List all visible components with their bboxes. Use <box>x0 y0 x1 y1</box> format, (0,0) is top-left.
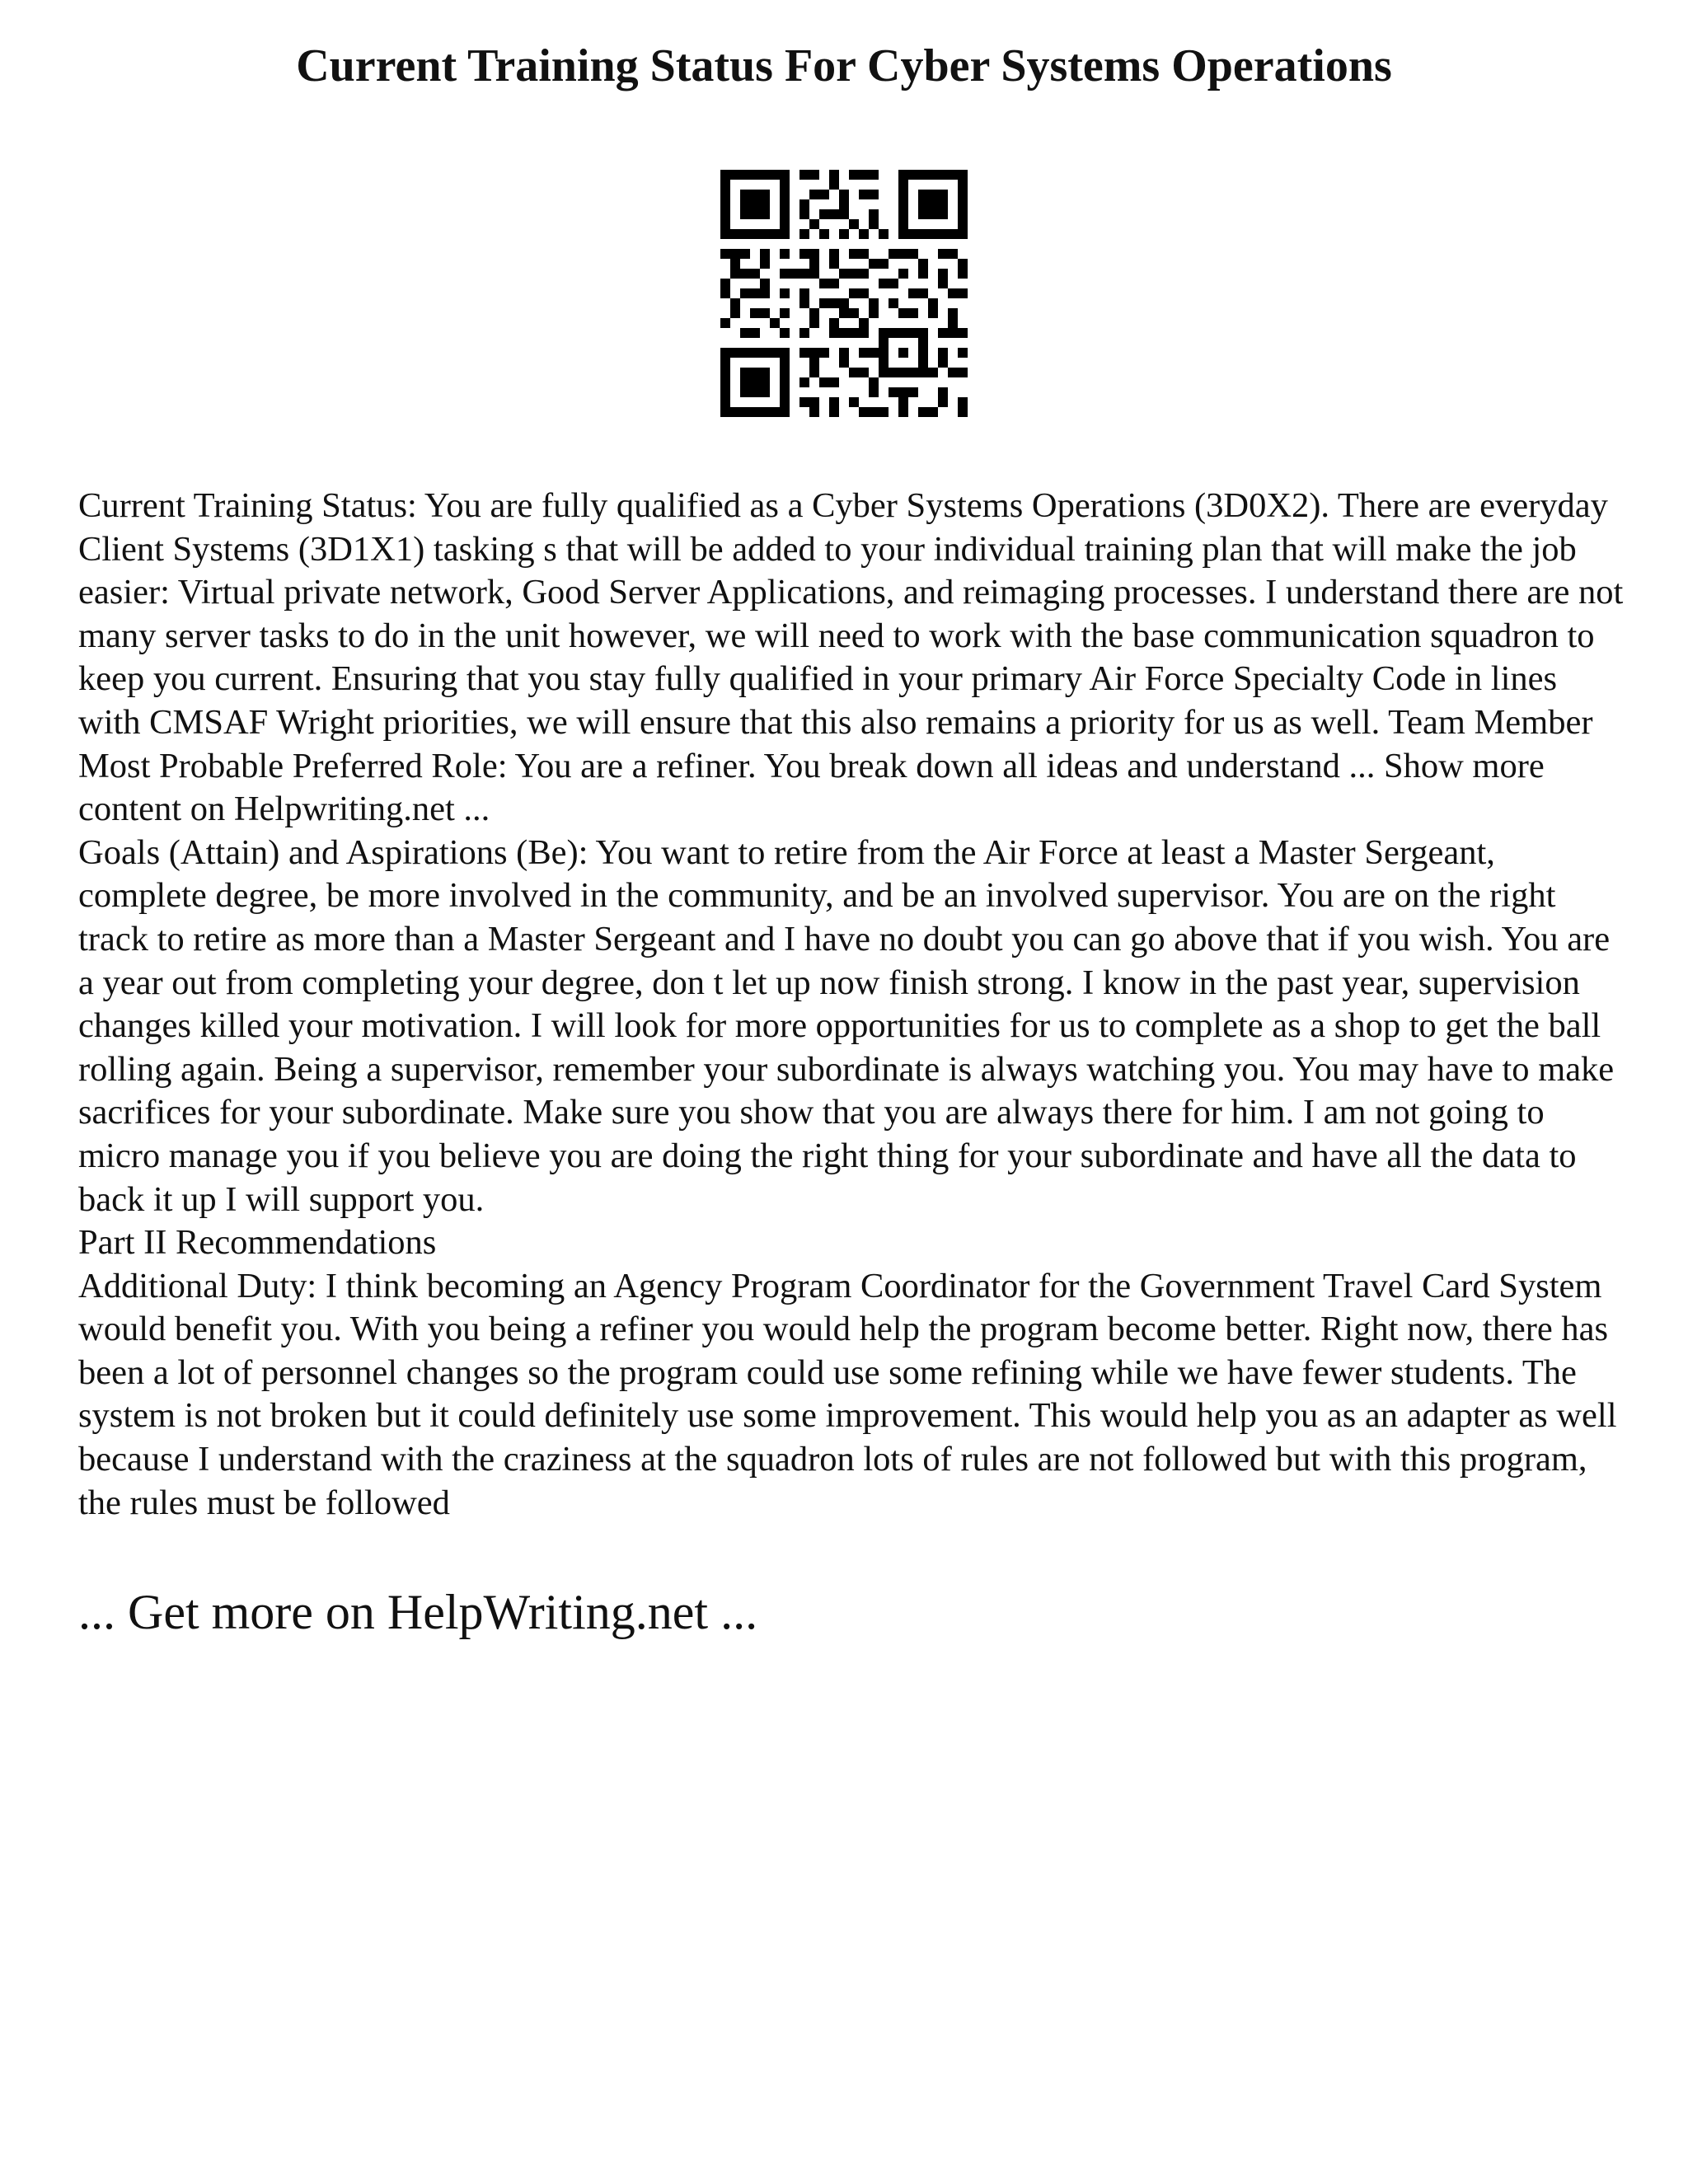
section-heading-recommendations: Part II Recommendations <box>78 1223 437 1263</box>
page-title: Current Training Status For Cyber Systems Operations <box>296 40 1392 91</box>
get-more-link[interactable]: ... Get more on HelpWriting.net ... <box>78 1585 758 1639</box>
paragraph-goals-aspirations: Goals (Attain) and Aspirations (Be): You want to retire from the Air Force at least a Master Sergeant, complete degree, be more involved in the community, and be an involved supervisor. You are on the right track to retire as more than a Master Sergeant and I have no doubt you can go above that if you wish. You are a year out from completing your degree, don t let up now finish strong. I know in the past year, supervision changes killed your motivation. I will look for more opportunities for us to complete as a shop to get the ball rolling again. Being a supervisor, remember your subordinate is always watching you. You may have to make sacrifices for your subordinate. Make sure you show that you are always there for him. I am not going to micro manage you if you believe you are doing the right thing for your subordinate and have all the data to back it up I will support you. <box>78 832 1615 1219</box>
qr-code-icon <box>720 170 968 417</box>
paragraph-additional-duty: Additional Duty: I think becoming an Agency Program Coordinator for the Government Travel Card System would benefit you. With you being a refiner you would help the program become better. Right now, there has been a lot of personnel changes so the program could use some refining while we have fewer students. The system is not broken but it could definitely use some improvement. This would help you as an adapter as well because I understand with the craziness at the squadron lots of rules are not followed but with this program, the rules must be followed <box>78 1266 1617 1522</box>
document-body <box>78 485 1628 1525</box>
paragraph-training-status: Current Training Status: You are fully qualified as a Cyber Systems Operations (3D0X2). There are everyday Client Systems (3D1X1) tasking s that will be added to your individual training plan that will make the job easier: Virtual private network, Good Server Applications, and reimaging processes. I understand there are not many server tasks to do in the unit however, we will need to work with the base communication squadron to keep you current. Ensuring that you stay fully qualified in your primary Air Force Specialty Code in lines with CMSAF Wright priorities, we will ensure that this also remains a priority for us as well. Team Member Most Probable Preferred Role: You are a refiner. You break down all ideas and understand ... Show more content on Helpwriting.net ... <box>78 486 1624 829</box>
